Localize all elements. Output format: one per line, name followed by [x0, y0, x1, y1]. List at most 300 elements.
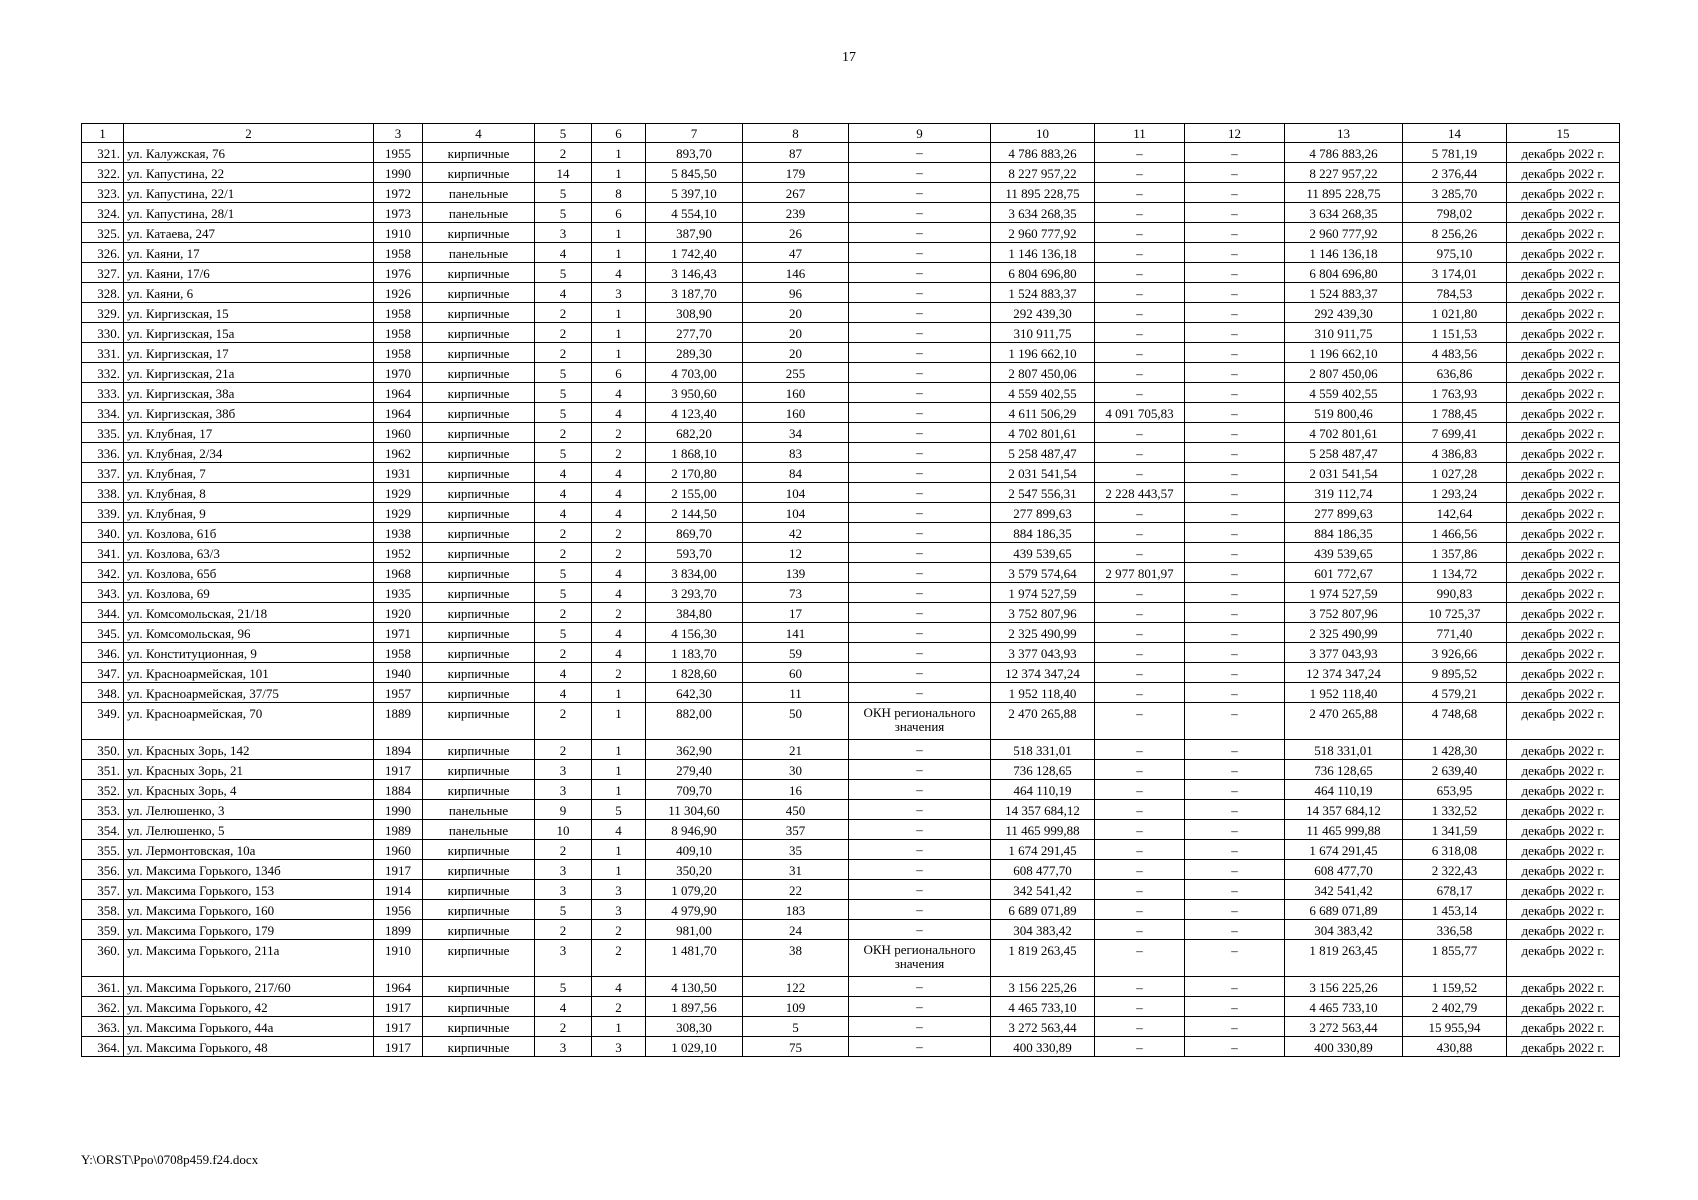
table-row [82, 263, 1620, 283]
specific-cost-cell: 1 293,24 [1403, 483, 1507, 503]
wall-material-cell: кирпичные [423, 703, 535, 740]
table-row [82, 900, 1620, 920]
cost-col-13-cell: 439 539,65 [1285, 543, 1403, 563]
cost-col-13-cell: 2 807 450,06 [1285, 363, 1403, 383]
floors-cell: 3 [535, 880, 592, 900]
residents-cell: 35 [743, 840, 849, 860]
table-row [82, 323, 1620, 343]
cost-col-11-cell: 2 228 443,57 [1095, 483, 1185, 503]
residents-cell: 122 [743, 977, 849, 997]
row-number-cell: 347. [82, 663, 124, 683]
residents-cell: 160 [743, 383, 849, 403]
residents-cell: 183 [743, 900, 849, 920]
file-path-footer: Y:\ORST\Ppo\0708p459.f24.docx [81, 1152, 259, 1167]
column-header-2: 2 [124, 124, 374, 143]
cost-col-12-cell: – [1185, 740, 1285, 760]
address-cell: ул. Киргизская, 38б [124, 403, 374, 423]
wall-material-cell: панельные [423, 800, 535, 820]
total-area-cell: 4 123,40 [646, 403, 743, 423]
specific-cost-cell: 678,17 [1403, 880, 1507, 900]
floors-cell: 4 [535, 663, 592, 683]
row-number-cell: 363. [82, 1017, 124, 1037]
deadline-cell: декабрь 2022 г. [1507, 263, 1620, 283]
specific-cost-cell: 798,02 [1403, 203, 1507, 223]
total-cost-cell: 6 689 071,89 [991, 900, 1095, 920]
cost-col-11-cell: – [1095, 343, 1185, 363]
wall-material-cell: кирпичные [423, 443, 535, 463]
cost-col-11-cell: – [1095, 463, 1185, 483]
column-header-9: 9 [849, 124, 991, 143]
total-cost-cell: 464 110,19 [991, 780, 1095, 800]
entrances-cell: 4 [592, 463, 646, 483]
table-row [82, 363, 1620, 383]
address-cell: ул. Красноармейская, 37/75 [124, 683, 374, 703]
table-row [82, 343, 1620, 363]
table-row [82, 563, 1620, 583]
year-built-cell: 1917 [374, 997, 423, 1017]
cost-col-13-cell: 6 804 696,80 [1285, 263, 1403, 283]
specific-cost-cell: 1 428,30 [1403, 740, 1507, 760]
cost-col-12-cell: – [1185, 223, 1285, 243]
total-cost-cell: 2 031 541,54 [991, 463, 1095, 483]
table-body [82, 124, 1620, 1057]
row-number-cell: 359. [82, 920, 124, 940]
cost-col-11-cell: – [1095, 303, 1185, 323]
total-area-cell: 350,20 [646, 860, 743, 880]
deadline-cell: декабрь 2022 г. [1507, 383, 1620, 403]
specific-cost-cell: 1 466,56 [1403, 523, 1507, 543]
cost-col-13-cell: 6 689 071,89 [1285, 900, 1403, 920]
specific-cost-cell: 2 322,43 [1403, 860, 1507, 880]
deadline-cell: декабрь 2022 г. [1507, 303, 1620, 323]
table-row [82, 303, 1620, 323]
residents-cell: 26 [743, 223, 849, 243]
total-cost-cell: 292 439,30 [991, 303, 1095, 323]
specific-cost-cell: 1 021,80 [1403, 303, 1507, 323]
table-row [82, 183, 1620, 203]
cost-col-12-cell: – [1185, 563, 1285, 583]
deadline-cell: декабрь 2022 г. [1507, 643, 1620, 663]
cost-col-12-cell: – [1185, 663, 1285, 683]
table-row [82, 820, 1620, 840]
total-area-cell: 4 554,10 [646, 203, 743, 223]
specific-cost-cell: 6 318,08 [1403, 840, 1507, 860]
address-cell: ул. Красных Зорь, 21 [124, 760, 374, 780]
row-number-cell: 323. [82, 183, 124, 203]
deadline-cell: декабрь 2022 г. [1507, 997, 1620, 1017]
entrances-cell: 2 [592, 543, 646, 563]
floors-cell: 5 [535, 183, 592, 203]
deadline-cell: декабрь 2022 г. [1507, 323, 1620, 343]
residents-cell: 139 [743, 563, 849, 583]
cost-col-12-cell: – [1185, 683, 1285, 703]
total-cost-cell: 3 156 225,26 [991, 977, 1095, 997]
floors-cell: 2 [535, 603, 592, 623]
specific-cost-cell: 784,53 [1403, 283, 1507, 303]
total-area-cell: 1 029,10 [646, 1037, 743, 1057]
specific-cost-cell: 4 483,56 [1403, 343, 1507, 363]
heritage-status-cell: – [849, 880, 991, 900]
floors-cell: 5 [535, 443, 592, 463]
entrances-cell: 4 [592, 403, 646, 423]
deadline-cell: декабрь 2022 г. [1507, 800, 1620, 820]
total-cost-cell: 1 952 118,40 [991, 683, 1095, 703]
specific-cost-cell: 771,40 [1403, 623, 1507, 643]
cost-col-12-cell: – [1185, 1017, 1285, 1037]
total-cost-cell: 1 974 527,59 [991, 583, 1095, 603]
entrances-cell: 4 [592, 643, 646, 663]
total-area-cell: 8 946,90 [646, 820, 743, 840]
floors-cell: 2 [535, 543, 592, 563]
table-row [82, 780, 1620, 800]
residents-cell: 42 [743, 523, 849, 543]
total-cost-cell: 400 330,89 [991, 1037, 1095, 1057]
year-built-cell: 1958 [374, 343, 423, 363]
entrances-cell: 2 [592, 523, 646, 543]
cost-col-12-cell: – [1185, 303, 1285, 323]
wall-material-cell: кирпичные [423, 977, 535, 997]
specific-cost-cell: 10 725,37 [1403, 603, 1507, 623]
specific-cost-cell: 1 151,53 [1403, 323, 1507, 343]
deadline-cell: декабрь 2022 г. [1507, 223, 1620, 243]
cost-col-12-cell: – [1185, 463, 1285, 483]
cost-col-13-cell: 3 752 807,96 [1285, 603, 1403, 623]
cost-col-11-cell: – [1095, 900, 1185, 920]
address-cell: ул. Капустина, 22 [124, 163, 374, 183]
address-cell: ул. Максима Горького, 134б [124, 860, 374, 880]
specific-cost-cell: 2 376,44 [1403, 163, 1507, 183]
cost-col-13-cell: 1 146 136,18 [1285, 243, 1403, 263]
cost-col-12-cell: – [1185, 860, 1285, 880]
cost-col-13-cell: 4 465 733,10 [1285, 997, 1403, 1017]
table-row [82, 663, 1620, 683]
floors-cell: 5 [535, 203, 592, 223]
total-area-cell: 387,90 [646, 223, 743, 243]
table-row [82, 403, 1620, 423]
address-cell: ул. Киргизская, 21а [124, 363, 374, 383]
heritage-status-cell: – [849, 503, 991, 523]
heritage-status-cell: – [849, 523, 991, 543]
deadline-cell: декабрь 2022 г. [1507, 920, 1620, 940]
cost-col-12-cell: – [1185, 900, 1285, 920]
column-header-10: 10 [991, 124, 1095, 143]
heritage-status-cell: – [849, 997, 991, 1017]
address-cell: ул. Максима Горького, 211а [124, 940, 374, 977]
cost-col-12-cell: – [1185, 283, 1285, 303]
entrances-cell: 2 [592, 603, 646, 623]
address-cell: ул. Максима Горького, 160 [124, 900, 374, 920]
deadline-cell: декабрь 2022 г. [1507, 1037, 1620, 1057]
floors-cell: 14 [535, 163, 592, 183]
residents-cell: 60 [743, 663, 849, 683]
cost-col-11-cell: – [1095, 363, 1185, 383]
heritage-status-cell: – [849, 1017, 991, 1037]
floors-cell: 3 [535, 223, 592, 243]
cost-col-13-cell: 310 911,75 [1285, 323, 1403, 343]
total-area-cell: 1 868,10 [646, 443, 743, 463]
specific-cost-cell: 4 386,83 [1403, 443, 1507, 463]
column-header-5: 5 [535, 124, 592, 143]
floors-cell: 2 [535, 423, 592, 443]
deadline-cell: декабрь 2022 г. [1507, 760, 1620, 780]
floors-cell: 2 [535, 1017, 592, 1037]
deadline-cell: декабрь 2022 г. [1507, 820, 1620, 840]
wall-material-cell: кирпичные [423, 423, 535, 443]
entrances-cell: 4 [592, 820, 646, 840]
heritage-status-cell: ОКН регионального значения [849, 703, 991, 740]
cost-col-12-cell: – [1185, 603, 1285, 623]
total-cost-cell: 1 146 136,18 [991, 243, 1095, 263]
entrances-cell: 4 [592, 623, 646, 643]
cost-col-13-cell: 464 110,19 [1285, 780, 1403, 800]
floors-cell: 2 [535, 643, 592, 663]
total-cost-cell: 12 374 347,24 [991, 663, 1095, 683]
row-number-cell: 346. [82, 643, 124, 663]
row-number-cell: 358. [82, 900, 124, 920]
row-number-cell: 331. [82, 343, 124, 363]
heritage-status-cell: – [849, 323, 991, 343]
total-area-cell: 981,00 [646, 920, 743, 940]
floors-cell: 2 [535, 303, 592, 323]
cost-col-13-cell: 2 031 541,54 [1285, 463, 1403, 483]
entrances-cell: 6 [592, 203, 646, 223]
wall-material-cell: кирпичные [423, 683, 535, 703]
deadline-cell: декабрь 2022 г. [1507, 343, 1620, 363]
year-built-cell: 1964 [374, 403, 423, 423]
floors-cell: 4 [535, 997, 592, 1017]
floors-cell: 2 [535, 920, 592, 940]
row-number-cell: 340. [82, 523, 124, 543]
cost-col-11-cell: – [1095, 423, 1185, 443]
entrances-cell: 3 [592, 880, 646, 900]
deadline-cell: декабрь 2022 г. [1507, 663, 1620, 683]
address-cell: ул. Красных Зорь, 142 [124, 740, 374, 760]
cost-col-13-cell: 1 196 662,10 [1285, 343, 1403, 363]
cost-col-11-cell: – [1095, 940, 1185, 977]
cost-col-13-cell: 601 772,67 [1285, 563, 1403, 583]
column-header-7: 7 [646, 124, 743, 143]
heritage-status-cell: – [849, 840, 991, 860]
cost-col-11-cell: – [1095, 443, 1185, 463]
address-cell: ул. Красноармейская, 101 [124, 663, 374, 683]
address-cell: ул. Киргизская, 17 [124, 343, 374, 363]
floors-cell: 4 [535, 463, 592, 483]
address-cell: ул. Красноармейская, 70 [124, 703, 374, 740]
cost-col-11-cell: – [1095, 860, 1185, 880]
cost-col-11-cell: – [1095, 880, 1185, 900]
specific-cost-cell: 1 788,45 [1403, 403, 1507, 423]
row-number-cell: 361. [82, 977, 124, 997]
residents-cell: 450 [743, 800, 849, 820]
heritage-status-cell: – [849, 403, 991, 423]
total-area-cell: 2 155,00 [646, 483, 743, 503]
year-built-cell: 1958 [374, 643, 423, 663]
row-number-cell: 357. [82, 880, 124, 900]
cost-col-13-cell: 4 559 402,55 [1285, 383, 1403, 403]
total-cost-cell: 4 559 402,55 [991, 383, 1095, 403]
total-area-cell: 3 950,60 [646, 383, 743, 403]
total-cost-cell: 11 895 228,75 [991, 183, 1095, 203]
entrances-cell: 1 [592, 703, 646, 740]
residents-cell: 38 [743, 940, 849, 977]
cost-col-13-cell: 8 227 957,22 [1285, 163, 1403, 183]
heritage-status-cell: – [849, 920, 991, 940]
heritage-status-cell: – [849, 223, 991, 243]
total-area-cell: 882,00 [646, 703, 743, 740]
year-built-cell: 1929 [374, 503, 423, 523]
floors-cell: 5 [535, 623, 592, 643]
address-cell: ул. Лермонтовская, 10а [124, 840, 374, 860]
column-header-15: 15 [1507, 124, 1620, 143]
year-built-cell: 1935 [374, 583, 423, 603]
residents-cell: 146 [743, 263, 849, 283]
cost-col-12-cell: – [1185, 800, 1285, 820]
heritage-status-cell: – [849, 283, 991, 303]
deadline-cell: декабрь 2022 г. [1507, 977, 1620, 997]
page-number: 17 [842, 50, 856, 65]
deadline-cell: декабрь 2022 г. [1507, 860, 1620, 880]
heritage-status-cell: – [849, 603, 991, 623]
heritage-status-cell: – [849, 740, 991, 760]
cost-col-12-cell: – [1185, 1037, 1285, 1057]
year-built-cell: 1962 [374, 443, 423, 463]
table-row [82, 243, 1620, 263]
entrances-cell: 2 [592, 920, 646, 940]
total-area-cell: 3 187,70 [646, 283, 743, 303]
cost-col-12-cell: – [1185, 403, 1285, 423]
row-number-cell: 354. [82, 820, 124, 840]
specific-cost-cell: 1 341,59 [1403, 820, 1507, 840]
deadline-cell: декабрь 2022 г. [1507, 423, 1620, 443]
total-area-cell: 289,30 [646, 343, 743, 363]
wall-material-cell: кирпичные [423, 603, 535, 623]
housing-registry-table [81, 123, 1620, 1057]
deadline-cell: декабрь 2022 г. [1507, 840, 1620, 860]
cost-col-11-cell: – [1095, 643, 1185, 663]
floors-cell: 5 [535, 403, 592, 423]
row-number-cell: 336. [82, 443, 124, 463]
address-cell: ул. Красных Зорь, 4 [124, 780, 374, 800]
residents-cell: 141 [743, 623, 849, 643]
cost-col-13-cell: 12 374 347,24 [1285, 663, 1403, 683]
cost-col-13-cell: 884 186,35 [1285, 523, 1403, 543]
entrances-cell: 1 [592, 343, 646, 363]
total-cost-cell: 3 634 268,35 [991, 203, 1095, 223]
heritage-status-cell: – [849, 780, 991, 800]
table-row [82, 683, 1620, 703]
heritage-status-cell: – [849, 243, 991, 263]
wall-material-cell: кирпичные [423, 403, 535, 423]
deadline-cell: декабрь 2022 г. [1507, 603, 1620, 623]
deadline-cell: декабрь 2022 г. [1507, 523, 1620, 543]
cost-col-13-cell: 304 383,42 [1285, 920, 1403, 940]
row-number-cell: 355. [82, 840, 124, 860]
specific-cost-cell: 653,95 [1403, 780, 1507, 800]
residents-cell: 11 [743, 683, 849, 703]
address-cell: ул. Максима Горького, 44а [124, 1017, 374, 1037]
floors-cell: 4 [535, 243, 592, 263]
row-number-cell: 324. [82, 203, 124, 223]
floors-cell: 3 [535, 760, 592, 780]
cost-col-12-cell: – [1185, 263, 1285, 283]
total-area-cell: 1 183,70 [646, 643, 743, 663]
deadline-cell: декабрь 2022 г. [1507, 143, 1620, 163]
column-header-4: 4 [423, 124, 535, 143]
wall-material-cell: кирпичные [423, 780, 535, 800]
address-cell: ул. Киргизская, 38а [124, 383, 374, 403]
cost-col-12-cell: – [1185, 840, 1285, 860]
total-cost-cell: 1 674 291,45 [991, 840, 1095, 860]
year-built-cell: 1958 [374, 323, 423, 343]
cost-col-12-cell: – [1185, 880, 1285, 900]
wall-material-cell: кирпичные [423, 363, 535, 383]
total-area-cell: 1 742,40 [646, 243, 743, 263]
entrances-cell: 4 [592, 383, 646, 403]
total-area-cell: 308,90 [646, 303, 743, 323]
total-cost-cell: 3 377 043,93 [991, 643, 1095, 663]
residents-cell: 239 [743, 203, 849, 223]
deadline-cell: декабрь 2022 г. [1507, 443, 1620, 463]
table-row [82, 800, 1620, 820]
table-row [82, 383, 1620, 403]
entrances-cell: 4 [592, 563, 646, 583]
cost-col-12-cell: – [1185, 820, 1285, 840]
cost-col-13-cell: 736 128,65 [1285, 760, 1403, 780]
specific-cost-cell: 4 579,21 [1403, 683, 1507, 703]
table-row [82, 463, 1620, 483]
cost-col-13-cell: 3 272 563,44 [1285, 1017, 1403, 1037]
table-row [82, 860, 1620, 880]
row-number-cell: 329. [82, 303, 124, 323]
wall-material-cell: кирпичные [423, 623, 535, 643]
heritage-status-cell: – [849, 860, 991, 880]
table-row [82, 523, 1620, 543]
entrances-cell: 5 [592, 800, 646, 820]
cost-col-11-cell: – [1095, 623, 1185, 643]
table-row [82, 443, 1620, 463]
year-built-cell: 1990 [374, 800, 423, 820]
cost-col-12-cell: – [1185, 503, 1285, 523]
entrances-cell: 3 [592, 283, 646, 303]
column-header-13: 13 [1285, 124, 1403, 143]
heritage-status-cell: – [849, 143, 991, 163]
entrances-cell: 1 [592, 840, 646, 860]
specific-cost-cell: 1 453,14 [1403, 900, 1507, 920]
cost-col-13-cell: 1 819 263,45 [1285, 940, 1403, 977]
cost-col-12-cell: – [1185, 703, 1285, 740]
cost-col-11-cell: – [1095, 1017, 1185, 1037]
heritage-status-cell: – [849, 643, 991, 663]
total-cost-cell: 3 579 574,64 [991, 563, 1095, 583]
total-cost-cell: 8 227 957,22 [991, 163, 1095, 183]
year-built-cell: 1910 [374, 940, 423, 977]
address-cell: ул. Клубная, 9 [124, 503, 374, 523]
table-row [82, 643, 1620, 663]
specific-cost-cell: 7 699,41 [1403, 423, 1507, 443]
year-built-cell: 1968 [374, 563, 423, 583]
year-built-cell: 1894 [374, 740, 423, 760]
residents-cell: 96 [743, 283, 849, 303]
total-cost-cell: 1 196 662,10 [991, 343, 1095, 363]
floors-cell: 5 [535, 977, 592, 997]
year-built-cell: 1917 [374, 1037, 423, 1057]
residents-cell: 267 [743, 183, 849, 203]
residents-cell: 16 [743, 780, 849, 800]
cost-col-12-cell: – [1185, 423, 1285, 443]
address-cell: ул. Каяни, 17 [124, 243, 374, 263]
cost-col-11-cell: – [1095, 243, 1185, 263]
heritage-status-cell: – [849, 900, 991, 920]
